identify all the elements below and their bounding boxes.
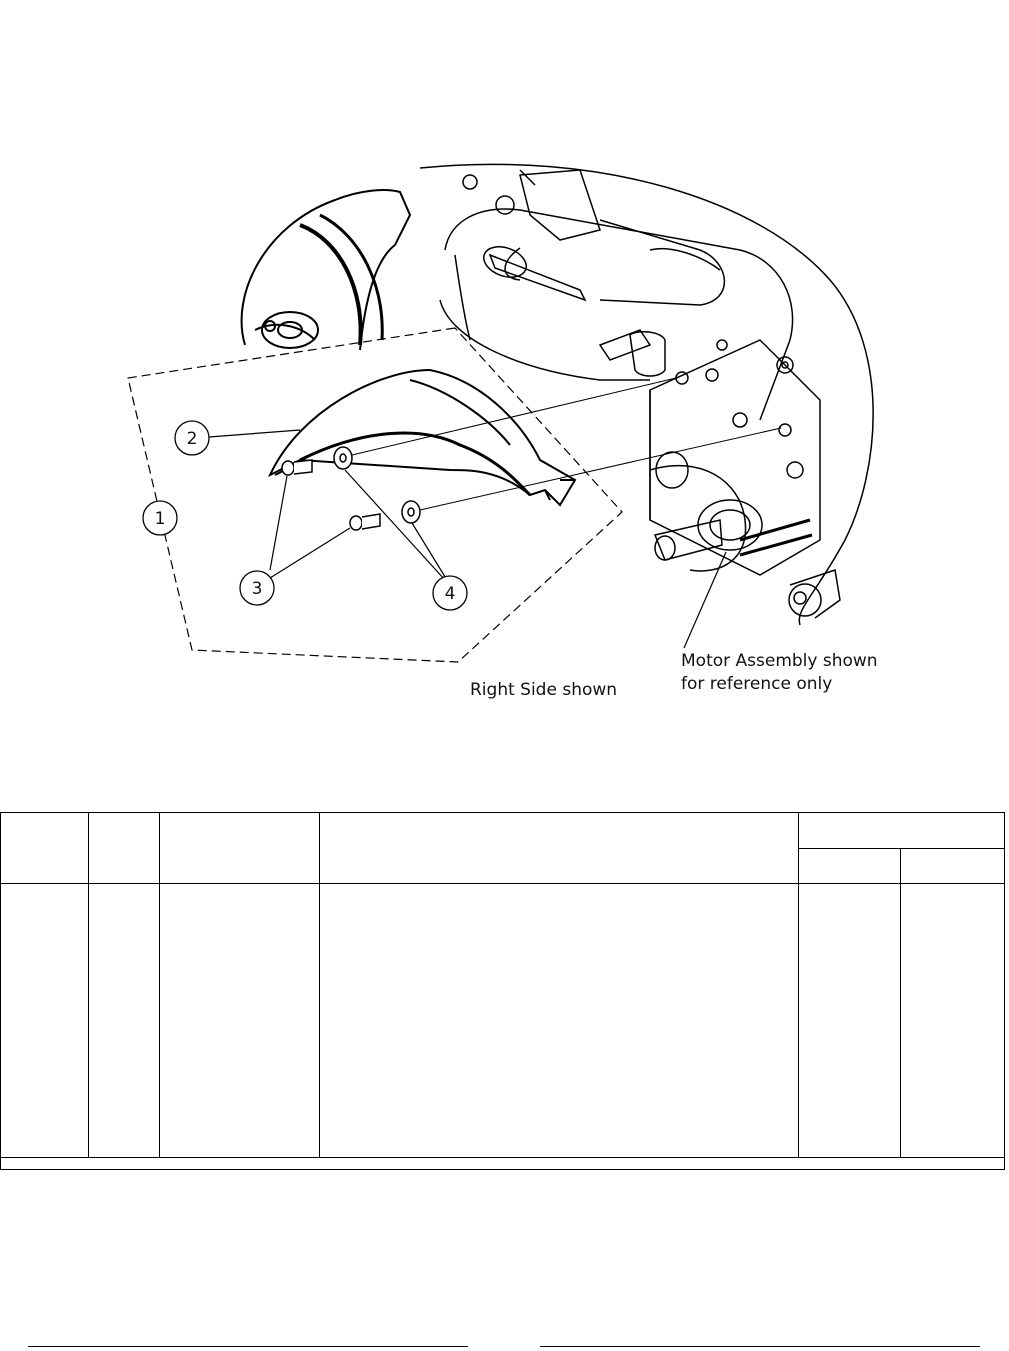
- footer-rule-left: [28, 1346, 468, 1347]
- table-cell: [89, 884, 160, 1158]
- assembly-guide-lines: [352, 378, 781, 510]
- callout-4: [433, 576, 467, 610]
- table-cell: [799, 884, 901, 1158]
- caption-motor-line1: Motor Assembly shown: [681, 651, 878, 671]
- callout-2-label: 2: [186, 429, 198, 449]
- footer-rule-right: [540, 1346, 980, 1347]
- table-cell: [160, 884, 320, 1158]
- header-col-4: [320, 813, 799, 884]
- callout-3-label: 3: [251, 579, 263, 599]
- header-col-3: [160, 813, 320, 884]
- table-cell: [1, 884, 89, 1158]
- parts-list-table: [0, 812, 1005, 1170]
- header-sub-1: [799, 849, 901, 884]
- table-cell: [320, 884, 799, 1158]
- table-footer-cell: [1, 1158, 1005, 1170]
- callout-3: [240, 571, 274, 605]
- header-col-1: [1, 813, 89, 884]
- table-row: [1, 884, 1005, 1158]
- header-col-2: [89, 813, 160, 884]
- callout-1-label: 1: [154, 509, 166, 529]
- screw-bottom: [350, 514, 380, 530]
- header-sub-2: [901, 849, 1005, 884]
- castor-wheel: [242, 190, 410, 350]
- table-footer-row: [1, 1158, 1005, 1170]
- screw-top: [282, 460, 312, 475]
- callout-4-label: 4: [444, 584, 456, 604]
- washer-bottom: [402, 501, 420, 523]
- caption-right-side: Right Side shown: [470, 680, 618, 700]
- caption-motor-line2: for reference only: [681, 674, 833, 694]
- table-cell: [901, 884, 1005, 1158]
- callout-1: [143, 501, 177, 535]
- callout-2: [175, 421, 209, 455]
- washer-top: [334, 447, 352, 469]
- header-group: [799, 813, 1005, 849]
